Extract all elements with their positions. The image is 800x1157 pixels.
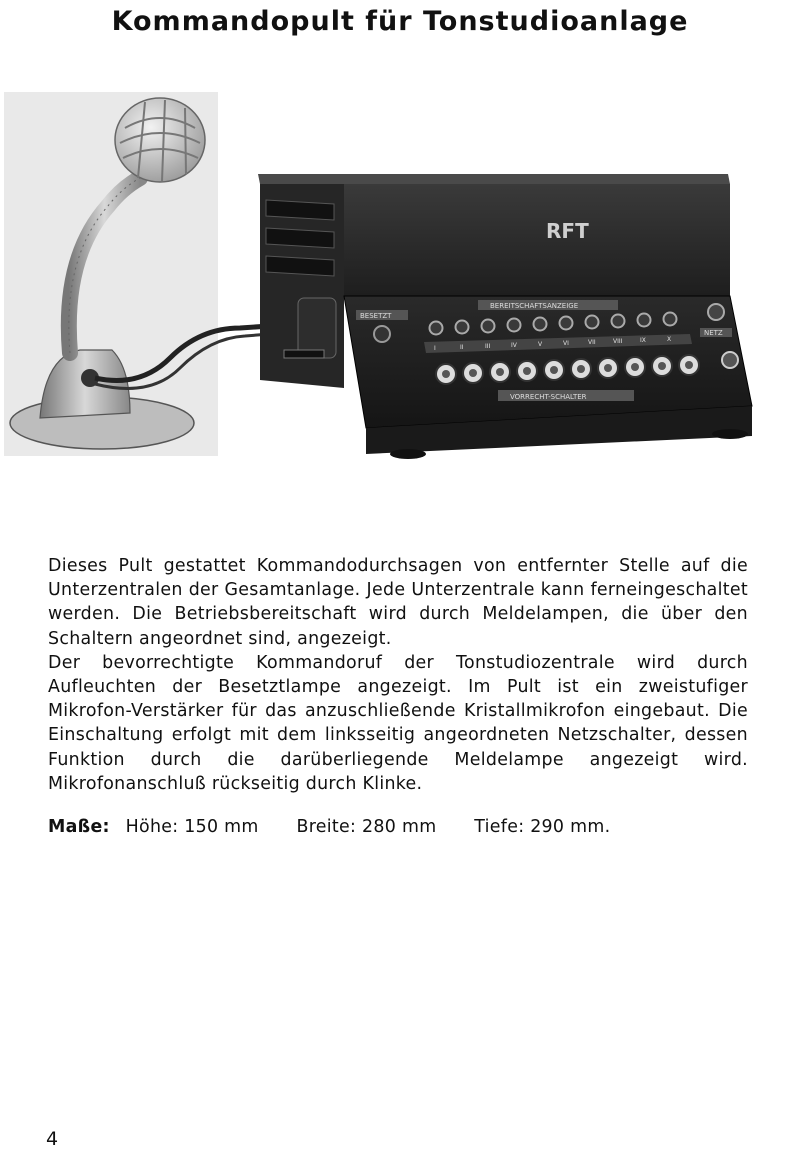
- paragraph: Der bevorrechtigte Kommandoruf der Tonstudiozentrale wird durch Aufleuchten der Besetztlampe angezeigt. Im Pult ist ein zweistufiger Mikrofon-Verstärker für das anzuschließende Kristallmikrofon eingebaut. Die Einschaltung erfolgt mit dem linksseitig angeordneten Netzschalter, dessen Funktion durch die darüberliegende Meldelampe angezeigt wird. Mikrofonanschluß rückseitig durch Klinke.: [48, 652, 748, 794]
- lamp: [560, 317, 573, 330]
- channel-numeral: VIII: [613, 338, 623, 345]
- description: [48, 554, 748, 796]
- lamp: [430, 322, 443, 335]
- netz-lamp: [708, 304, 724, 320]
- lamp: [482, 320, 495, 333]
- side-connector: [298, 298, 336, 358]
- console-top: [258, 174, 730, 184]
- dimension-depth: Tiefe: 290 mm.: [474, 817, 611, 837]
- channel-numeral: V: [538, 341, 543, 348]
- lamp: [586, 316, 599, 329]
- lamp: [456, 321, 469, 334]
- channel-numeral: IX: [640, 337, 646, 344]
- page-title: Kommandopult für Tonstudioanlage: [111, 6, 689, 37]
- channel-numeral: VI: [563, 340, 569, 347]
- besetzt-lamp: [374, 326, 390, 342]
- netz-label: NETZ: [704, 329, 723, 337]
- side-slot: [284, 350, 324, 358]
- dimension-height: Höhe: 150 mm: [125, 817, 259, 837]
- lamp: [534, 318, 547, 331]
- page-number: 4: [46, 1128, 59, 1150]
- lamp: [508, 319, 521, 332]
- lamp: [664, 313, 677, 326]
- bereitschaft-label: BEREITSCHAFTSANZEIGE: [490, 302, 579, 310]
- dimensions: [48, 817, 748, 837]
- lamp: [612, 315, 625, 328]
- paragraph: Dieses Pult gestattet Kommandodurchsagen von entfernter Stelle auf die Unterzentralen der Gesamtanlage. Jede Unterzentrale kann ferneingeschaltet werden. Die Betriebsbereitschaft wird durch Meldelampen, die über den Schaltern angeordnet sind, angezeigt.: [48, 556, 748, 649]
- channel-numeral: IV: [511, 342, 517, 349]
- channel-numeral: II: [460, 344, 464, 351]
- console-vents: [266, 200, 334, 276]
- product-photo: [0, 88, 760, 468]
- channel-numeral: VII: [588, 339, 596, 346]
- channel-numeral: X: [667, 336, 672, 343]
- rft-logo: RFT: [546, 219, 589, 243]
- channel-numeral: I: [434, 345, 436, 352]
- dimension-width: Breite: 280 mm: [296, 817, 437, 837]
- besetzt-label: BESETZT: [360, 312, 392, 320]
- dimensions-label: Maße:: [48, 817, 110, 837]
- vorrecht-label: VORRECHT-SCHALTER: [510, 393, 587, 401]
- channel-numeral: III: [485, 343, 491, 350]
- netz-switch: [722, 352, 738, 368]
- lamp: [638, 314, 651, 327]
